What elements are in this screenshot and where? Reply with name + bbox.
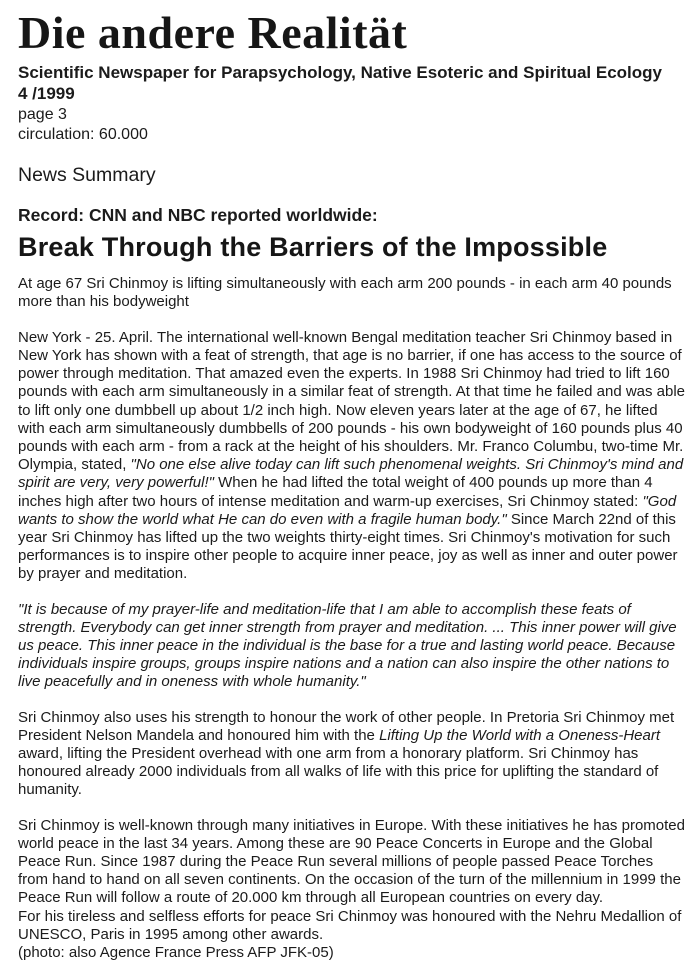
page-number: page 3 xyxy=(18,106,67,124)
text-segment: award, lifting the President overhead with one arm from a honorary platform. Sri Chinmoy has honoured already 2000 individuals from all walks of life with this price for uplifting the standard of humanity. xyxy=(18,744,659,799)
text-segment: Sri Chinmoy also uses his strength to honour the work of other people. In Pretoria Sri Chinmoy met President Nelson Mandela and honoured him with the xyxy=(18,708,675,744)
text-segment: (photo: also Agence France Press AFP JFK-05) xyxy=(18,943,334,961)
section-label: News Summary xyxy=(18,164,156,187)
article-paragraph xyxy=(18,817,686,908)
issue-number: 4 /1999 xyxy=(18,84,75,104)
headline: Break Through the Barriers of the Impossible xyxy=(18,231,608,262)
quote-segment: "God wants to show the world what He can do even with a fragile human body." xyxy=(18,492,677,528)
kicker: Record: CNN and NBC reported worldwide: xyxy=(18,204,378,225)
text-segment: New York - 25. April. The international well-known Bengal meditation teacher Sri Chinmoy based in New York has shown with a feat of strength, that age is no barrier, if one has access to the source of power through meditation. That amazed even the experts. In 1988 Sri Chinmoy had tried to lift 160 pounds with each arm simultaneously in a similar feat of strength. At that time he failed and was able to lift only one dumbbell up about 1/2 inch high. Now eleven years later at the age of 67, he lifted with each arm simultaneously dumbbells of 200 pounds - his own bodyweight of 160 pounds plus 40 pounds with each arm - from a rack at the height of his shoulders. Mr. Franco Columbu, two-time Mr. Olympia, stated, xyxy=(18,328,686,474)
newspaper-title: Die andere Realität xyxy=(18,7,408,58)
text-segment: When he had lifted the total weight of 400 pounds up more than 4 inches high after two hours of intense meditation and warm-up exercises, Sri Chinmoy stated: xyxy=(18,474,653,510)
article-paragraph xyxy=(18,329,686,584)
text-segment: Since March 22nd of this year Sri Chinmoy has lifted up the two weights thirty-eight times. Sri Chinmoy's motivation for such performances is to inspire other people to acquire inner peace, joy as well as inner and outer power by prayer and meditation. xyxy=(18,510,678,583)
newspaper-subtitle: Scientific Newspaper for Parapsychology, Native Esoteric and Spiritual Ecology xyxy=(18,62,662,82)
article-lead: At age 67 Sri Chinmoy is lifting simultaneously with each arm 200 pounds - in each arm 40 pounds more than his bodyweight xyxy=(18,275,672,311)
article-paragraph xyxy=(18,908,686,944)
quote-segment: "No one else alive today can lift such phenomenal weights. Sri Chinmoy's mind and spirit are very, very powerful!" xyxy=(18,456,684,492)
article-paragraph xyxy=(18,944,686,962)
article xyxy=(18,205,686,963)
quote-segment: "It is because of my prayer-life and meditation-life that I am able to accomplish these feats of strength. Everybody can get inner strength from prayer and meditation. ... This inner power will give us peace. This inner peace in the individual is the base for a true and lasting world peace. Because individuals inspire groups, groups inspire nations and a nation can also inspire the other nations to live peacefully and in oneness with whole humanity." xyxy=(18,600,677,691)
text-segment: For his tireless and selfless efforts for peace Sri Chinmoy was honoured with the Nehru Medallion of UNESCO, Paris in 1995 among other awards. xyxy=(18,907,682,943)
article-paragraph xyxy=(18,709,686,800)
text-segment: Sri Chinmoy is well-known through many initiatives in Europe. With these initiatives he has promoted world peace in the last 34 years. Among these are 90 Peace Concerts in Europe and the Global Peace Run. Since 1987 during the Peace Run several millions of people passed Peace Torches from hand to hand on all seven continents. On the occasion of the turn of the millennium in 1999 the Peace Run will follow a route of 20.000 km through all European countries on every day. xyxy=(18,816,685,907)
article-paragraph xyxy=(18,601,686,692)
quote-segment: Lifting Up the World with a Oneness-Heart xyxy=(379,726,661,744)
article-body xyxy=(18,329,686,963)
circulation: circulation: 60.000 xyxy=(18,126,148,144)
masthead xyxy=(18,8,686,145)
